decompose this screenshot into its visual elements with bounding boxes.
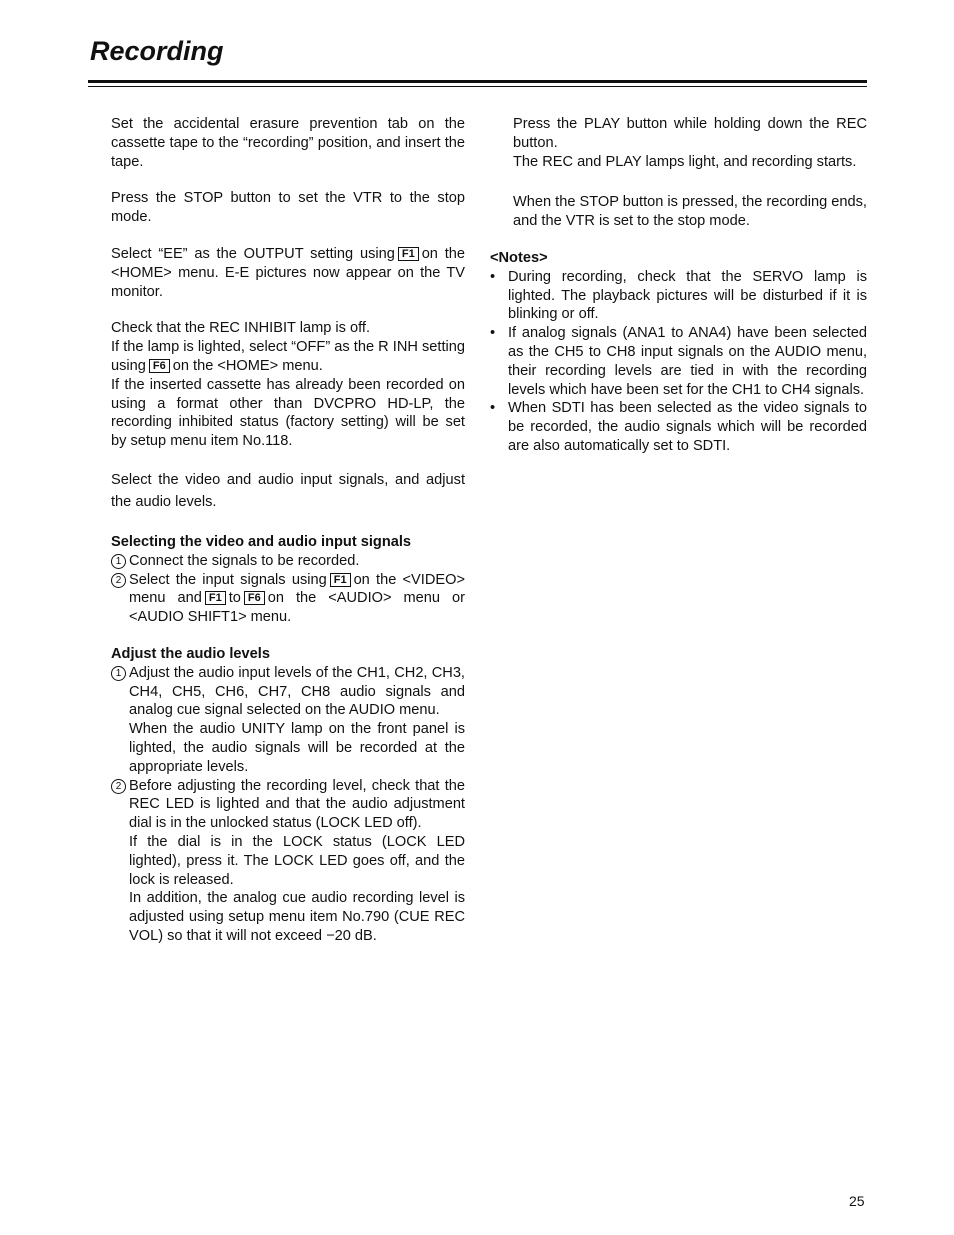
bullet-icon: • [490,268,496,285]
notes-heading: <Notes> [490,249,548,266]
list-item-text: Adjust the audio input levels of the CH1, CH2, CH3, CH4, CH5, CH6, CH7, CH8 audio signals and analog cue signal selected on the AUDIO menu. [129,664,465,719]
note-text: When SDTI has been selected as the video signals to be recorded, the audio signals which will be recorded are also automatically set to SDTI. [508,400,867,454]
select-inputs-text-a: Select the input signals using [129,571,327,588]
right-column [490,115,867,456]
select-inputs-text-c: to [228,590,241,607]
section-audio-levels-heading: Adjust the audio levels [111,645,270,662]
rec-inhibit-line2-b: on the <HOME> menu. [172,357,323,374]
rec-inhibit-line2 [111,338,465,376]
f6-key-icon: F6 [244,591,265,605]
left-column [111,115,465,946]
circled-number-icon: 2 [111,573,126,588]
rec-inhibit-line2-a: If the lamp is lighted, select “OFF” as the R INH setting using [111,339,465,374]
step-stop-mode: Press the STOP button to set the VTR to the stop mode. [111,190,465,226]
list-item [111,571,465,627]
section-audio-levels [111,645,465,946]
list-item-text: Before adjusting the recording level, check that the REC LED is lighted and that the audio adjustment dial is in the unlocked status (LOCK LED off). [129,777,465,832]
step-output-ee-text-b: on the <HOME> menu. E-E pictures now appear on the TV monitor. [111,245,466,300]
step-start-recording [495,115,867,171]
step-output-ee [111,245,465,301]
title-rule-thick [88,80,867,83]
page-title: Recording [90,36,224,66]
note-text: If analog signals (ANA1 to ANA4) have been selected as the CH5 to CH8 input signals on the AUDIO menu, their recording levels are tied in with the recording levels which have been set for the CH1 to CH4 signals. [508,325,867,398]
bullet-icon: • [490,325,496,342]
circled-number-icon: 2 [111,779,126,794]
step-select-signals: Select the video and audio input signals, and adjust the audio levels. [111,471,465,510]
list-item [111,664,465,777]
list-item [111,552,465,571]
start-recording-line1: Press the PLAY button while holding down the REC button. [513,116,867,151]
rec-inhibit-line3: If the inserted cassette has already been recorded on using a format other than DVCPRO HD-LP, the recording inhibited status (factory setting) will be set by setup menu item No.118. [111,376,465,450]
section-select-signals [111,533,465,627]
f1-key-icon: F1 [398,247,419,261]
title-rule-thin [88,86,867,87]
note-text: During recording, check that the SERVO lamp is lighted. The playback pictures will be disturbed if it is blinking or off. [508,268,867,323]
list-item-text: In addition, the analog cue audio recording level is adjusted using setup menu item No.790 (CUE REC VOL) so that it will not exceed −20 dB. [129,890,465,944]
f1-key-icon: F1 [330,573,351,587]
step-rec-inhibit [111,319,465,451]
f1-key-icon: F1 [205,591,226,605]
start-recording-line2: The REC and PLAY lamps light, and recording starts. [513,153,857,170]
circled-number-icon: 1 [111,554,126,569]
step-output-ee-text-a: Select “EE” as the OUTPUT setting using [111,245,395,262]
section-select-signals-heading: Selecting the video and audio input signals [111,533,412,550]
list-item [490,399,867,455]
list-item [111,777,465,946]
list-item-text: If the dial is in the LOCK status (LOCK LED lighted), press it. The LOCK LED goes off, and the lock is released. [129,833,465,888]
circled-number-icon: 1 [111,666,126,681]
list-item-text: Connect the signals to be recorded. [129,552,360,569]
step-insert-tape: Set the accidental erasure prevention tab on the cassette tape to the “recording” position, and insert the tape. [111,116,465,170]
select-inputs-text-b: on the <VIDEO> menu and [129,571,465,607]
list-item [490,268,867,324]
step-stop-recording: When the STOP button is pressed, the recording ends, and the VTR is set to the stop mode. [513,194,867,230]
rec-inhibit-line1: Check that the REC INHIBIT lamp is off. [111,320,371,337]
list-item [490,324,867,399]
list-item-text [129,571,465,627]
list-item-text: When the audio UNITY lamp on the front panel is lighted, the audio signals will be recorded at the appropriate levels. [129,721,465,775]
select-inputs-text-d: on the <AUDIO> menu or <AUDIO SHIFT1> menu. [129,590,465,626]
bullet-icon: • [490,400,496,417]
page-number: 25 [849,1193,865,1209]
f6-key-icon: F6 [149,359,170,373]
